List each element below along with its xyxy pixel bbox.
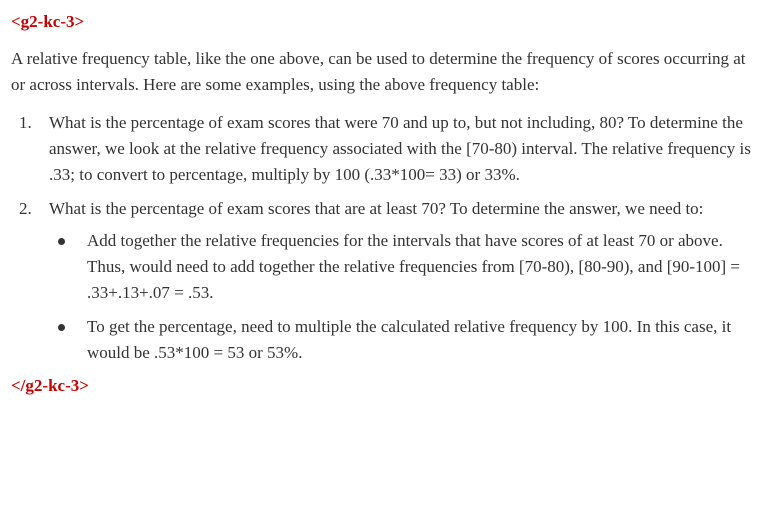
intro-paragraph: A relative frequency table, like the one above, can be used to determine the frequency of scores occurring at or across intervals. Here are some examples, using the above frequency table: bbox=[11, 49, 746, 94]
bullet-item bbox=[87, 314, 763, 366]
close-tag: </g2-kc-3> bbox=[11, 376, 89, 395]
examples-list bbox=[11, 110, 764, 366]
bullet-dot-icon bbox=[58, 324, 65, 331]
bullet-item bbox=[87, 228, 763, 306]
bullet-dot-icon bbox=[58, 238, 65, 245]
open-tag: <g2-kc-3> bbox=[11, 12, 85, 31]
bullet-list bbox=[49, 228, 764, 366]
list-item-text: What is the percentage of exam scores that were 70 and up to, but not including, 80? To determine the answer, we look at the relative frequency associated with the [70-80) interval. The relative frequency is .33; to convert to percentage, multiply by 100 (.33*100= 33) or 33%. bbox=[49, 113, 751, 184]
list-item bbox=[19, 110, 764, 188]
list-item-text: What is the percentage of exam scores that are at least 70? To determine the answer, we need to: bbox=[49, 199, 704, 218]
list-number: 2. bbox=[19, 199, 32, 218]
list-item bbox=[19, 196, 764, 366]
bullet-text: Add together the relative frequencies for the intervals that have scores of at least 70 or above. Thus, would need to add together the relative frequencies from [70-80), [80-90), and [90-100] = .33+.13+.07 = .53. bbox=[87, 231, 741, 302]
list-number: 1. bbox=[19, 113, 32, 132]
bullet-text: To get the percentage, need to multiple the calculated relative frequency by 100. In this case, it would be .53*100 = 53 or 53%. bbox=[87, 317, 732, 362]
